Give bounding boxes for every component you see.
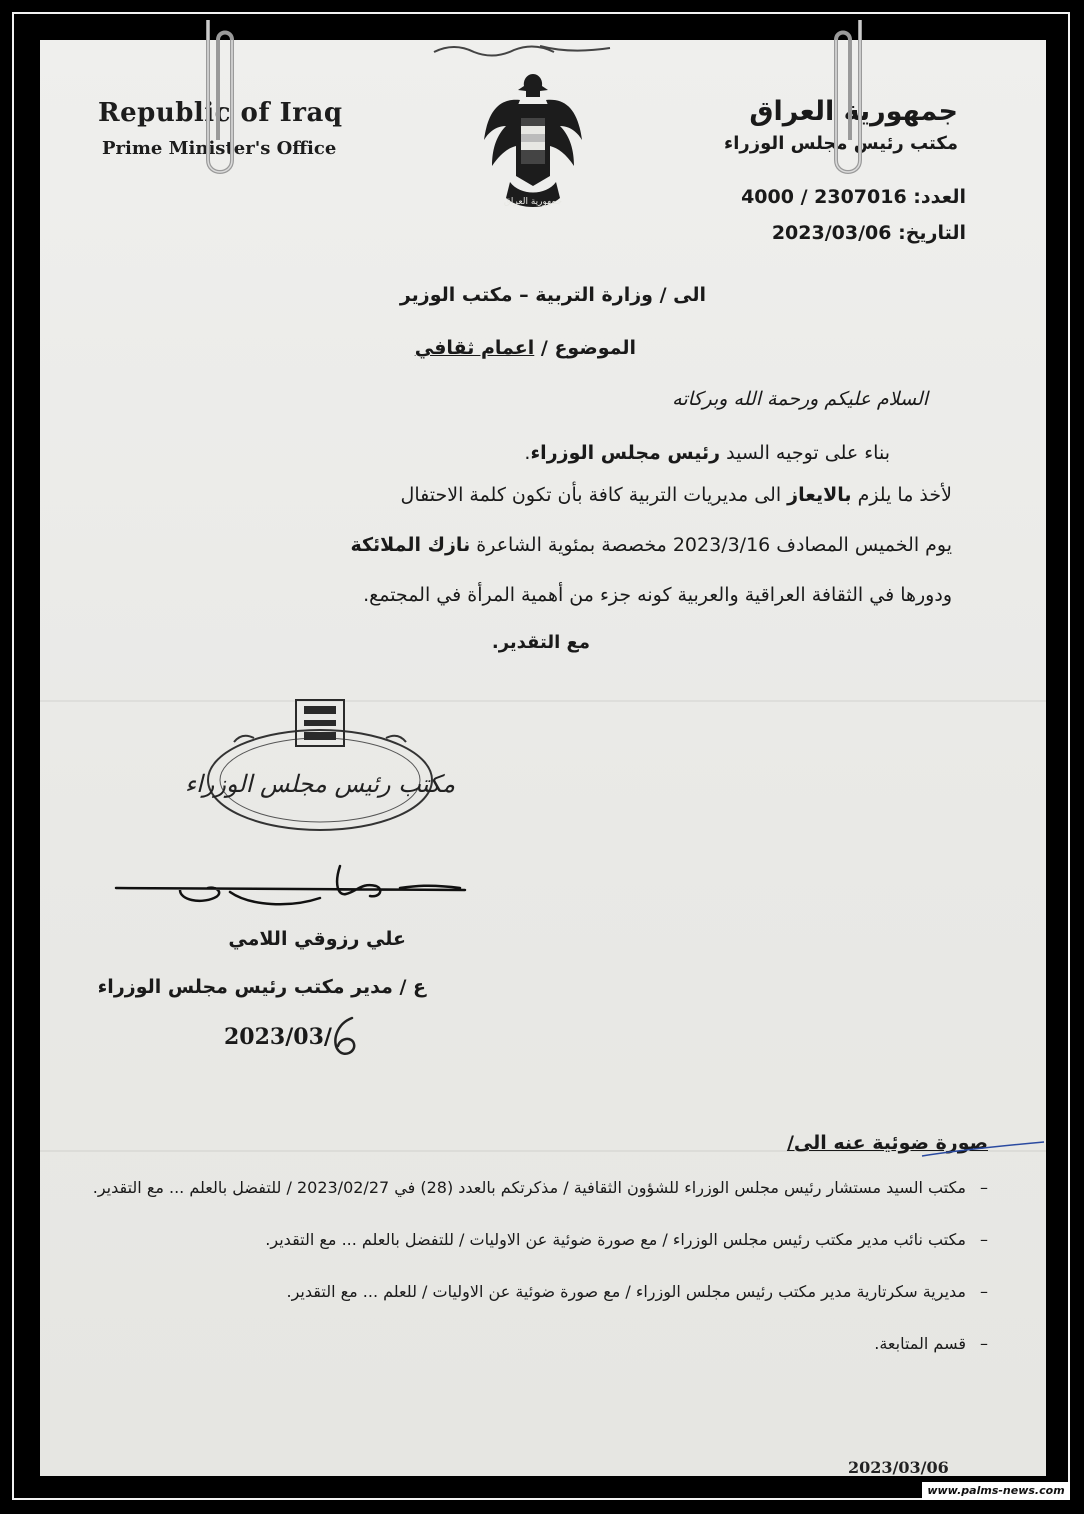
handwritten-day-icon: [326, 1014, 366, 1058]
iraq-eagle-emblem-icon: [480, 70, 586, 220]
top-stamp-icon: [430, 40, 630, 60]
para1-bold: رئيس مجلس الوزراء: [530, 442, 721, 464]
greeting: السلام عليكم ورحمة الله وبركاته: [672, 388, 928, 410]
signature-date: 2023/03/: [224, 1024, 332, 1050]
reference-number-label: العدد:: [913, 186, 966, 208]
paper-clip-icon: [826, 20, 870, 180]
copy-item-text: مكتب نائب مدير مكتب رئيس مجلس الوزراء / مع صورة ضوئية عن الاوليات / للتفضل بالعلم ... مع التقدير.: [265, 1230, 966, 1249]
signer-role: ع / مدير مكتب رئيس مجلس الوزراء: [97, 976, 426, 998]
subject-label: الموضوع /: [540, 337, 636, 359]
arabic-subtitle: مكتب رئيس مجلس الوزراء: [724, 133, 958, 154]
subject-line: [415, 337, 636, 359]
copy-item: –قسم المتابعة.: [874, 1334, 988, 1353]
copy-item-text: مكتب السيد مستشار رئيس مجلس الوزراء للشؤون الثقافية / مذكرتكم بالعدد (28) في 2023/02/27 / للتفضل بالعلم ... مع التقدير.: [92, 1178, 966, 1197]
pen-stroke-icon: [920, 1140, 1046, 1160]
english-subtitle: Prime Minister's Office: [102, 138, 337, 159]
reference-number-value: 4000 / 2307016: [741, 186, 907, 208]
arabic-title: جمهورية العراق: [749, 96, 958, 127]
line3-part-a: يوم الخميس المصادف 2023/3/16 مخصصة بمئوية الشاعرة: [476, 534, 952, 556]
body-paragraph-1: [524, 442, 890, 464]
reference-date-value: 2023/03/06: [771, 222, 892, 244]
handwritten-day: 6: [326, 1014, 327, 1015]
closing: مع التقدير.: [491, 632, 590, 653]
copy-item-text: مديرية سكرتارية مدير مكتب رئيس مجلس الوزراء / مع صورة ضوئية عن الاوليات / للعلم ... مع التقدير.: [286, 1282, 966, 1301]
english-title: Republic of Iraq: [98, 98, 343, 128]
subject-value: اعمام ثقافي: [414, 337, 535, 359]
copy-item: –مديرية سكرتارية مدير مكتب رئيس مجلس الوزراء / مع صورة ضوئية عن الاوليات / للعلم ... مع التقدير.: [286, 1282, 988, 1301]
body-line-3: [350, 534, 952, 556]
letter-page: [40, 40, 1046, 1476]
signature-icon: [110, 858, 480, 928]
line2-part-a: لأخذ ما يلزم: [857, 484, 952, 506]
reference-date: [772, 222, 966, 244]
line2-bold: بالايعاز: [787, 484, 852, 506]
paper-fold: [40, 700, 1046, 702]
para1-suffix: .: [524, 442, 531, 464]
line3-bold: نازك الملائكة: [350, 534, 471, 556]
body-line-2: [401, 484, 952, 506]
copy-item: –مكتب السيد مستشار رئيس مجلس الوزراء للشؤون الثقافية / مذكرتكم بالعدد (28) في 2023/02/27 / للتفضل بالعلم ... مع التقدير.: [92, 1178, 988, 1197]
body-line-4: ودورها في الثقافة العراقية والعربية كونه جزء من أهمية المرأة في المجتمع.: [363, 584, 952, 606]
copies-list: [93, 1178, 988, 1386]
seal-text: مكتب رئيس مجلس الوزراء: [184, 770, 456, 798]
footer-date: 2023/03/06: [848, 1458, 949, 1477]
copies-title: صورة ضوئية عنه الى/: [786, 1132, 988, 1154]
reference-date-label: التاريخ:: [898, 222, 966, 244]
addressee-line: الى / وزارة التربية – مكتب الوزير: [399, 284, 706, 306]
paper-clip-icon: [198, 20, 242, 180]
copy-item: –مكتب نائب مدير مكتب رئيس مجلس الوزراء / مع صورة ضوئية عن الاوليات / للتفضل بالعلم ... مع التقدير.: [265, 1230, 988, 1249]
line2-part-b: الى مديريات التربية كافة بأن تكون كلمة الاحتفال: [400, 484, 782, 506]
signer-name: علي رزوقي اللامي: [228, 928, 406, 950]
reference-number: [741, 186, 966, 208]
office-seal-icon: [184, 690, 456, 840]
emblem-label: جمهورية العراق: [503, 197, 563, 207]
para1-prefix: بناء على توجيه السيد: [726, 442, 890, 464]
copy-item-text: قسم المتابعة.: [874, 1334, 966, 1353]
site-watermark: www.palms-news.com: [922, 1482, 1070, 1500]
